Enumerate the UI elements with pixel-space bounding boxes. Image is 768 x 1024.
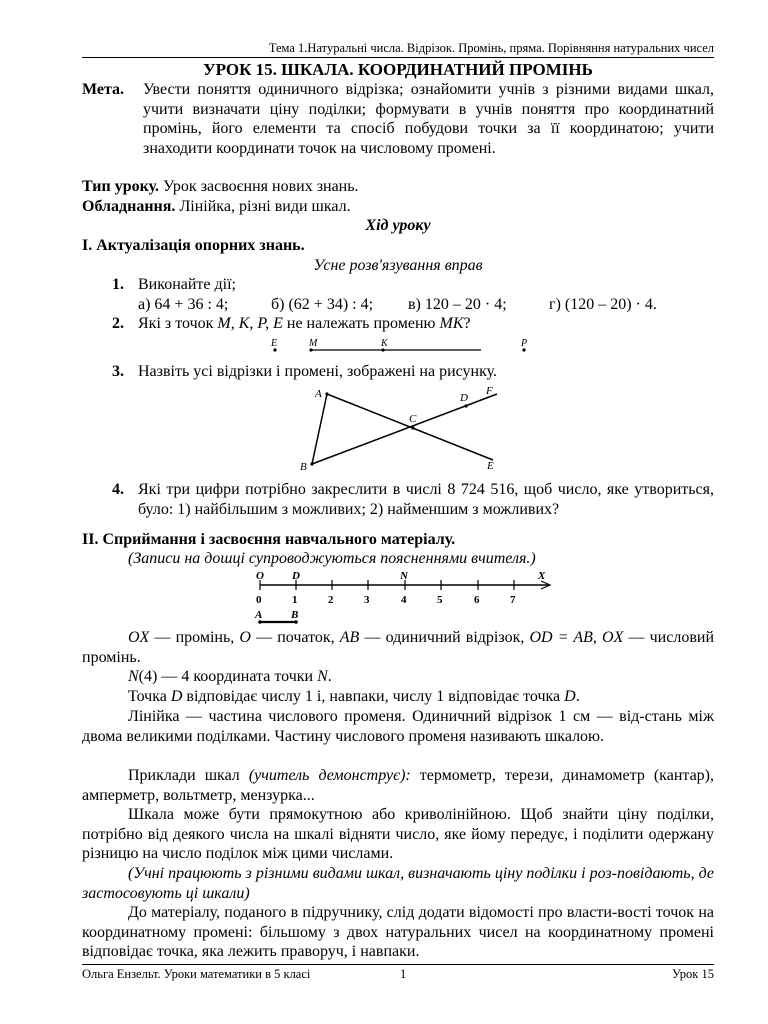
label-d: D [460,392,468,404]
goal-label: Мета. [82,81,125,98]
ray-num-5: 5 [437,594,443,606]
label-a: A [315,388,322,400]
section-2-note: (Записи на дошці супроводжуються поясненнями вчителя.) [128,550,536,567]
ray-num-1: 1 [292,594,298,606]
equip-text: Лінійка, різні види шкал. [179,198,351,215]
equip-label: Обладнання. [82,198,176,215]
footer-author: Ольга Ензельт. Уроки математики в 5 класі [82,967,311,981]
task-1-number: 1. [112,276,124,293]
ray-label-x: X [538,570,546,582]
paragraph-ruler: Лінійка — частина числового променя. Одиничний відрізок 1 см — від-стань між двома великими поділками. Частину числового променя називають шкалою. [82,708,714,745]
paragraph-point-d: Точка D відповідає числу 1 і, навпаки, числу 1 відповідає точка D. [128,688,580,705]
task-3-figure [300,385,497,473]
ray-label-d: D [292,570,300,582]
paragraph-division-value: Шкала може бути прямокутною або криволінійною. Щоб знайти ціну поділки, потрібно від деякого числа на шкалі відняти число, яке йому передує, і поділити одержану різницю на число поділок між цими числами. [82,806,714,862]
ray-num-6: 6 [474,594,480,606]
point-d [464,404,467,407]
label-e: E [271,338,278,349]
task-1-part-b: б) (62 + 34) : 4; [271,296,374,313]
paragraph-coordinate: N(4) — 4 координата точки N. [128,668,332,685]
ray-num-4: 4 [401,594,407,606]
section-1-heading: I. Актуалізація опорних знань. [82,237,305,254]
label-k: K [381,338,388,349]
section-2-heading: II. Сприймання і засвоєння навчального матеріалу. [82,531,456,548]
task-2-figure [270,338,527,352]
paragraph-properties: До матеріалу, поданого в підручнику, слід додати відомості про власти-вості точок на координатному промені: більшому з двох натуральних чисел на координатному промені відповідає точка, яка лежить праворуч, і навпаки. [82,904,714,960]
task-1-part-a: а) 64 + 36 : 4; [138,296,229,313]
label-e2: E [487,460,494,472]
task-2-number: 2. [112,315,124,332]
unit-label-a: A [255,609,263,621]
task-1-part-c: в) 120 – 20 · 4; [408,296,507,313]
label-c: C [409,413,417,425]
ray-num-7: 7 [510,594,516,606]
paragraph-scale-examples: Приклади шкал (учитель демонструє): термометр, терези, динамометр (кантар), амперметр, вольтметр, мензурка... [82,767,714,804]
running-header: Тема 1.Натуральні числа. Відрізок. Промінь, пряма. Порівняння натуральних чисел [82,40,714,58]
footer-lesson: Урок 15 [672,967,714,981]
lesson-title: УРОК 15. ШКАЛА. КООРДИНАТНИЙ ПРОМІНЬ [203,60,593,79]
segment-ab [312,394,327,464]
paragraph-ray-definition: OX — промінь, O — початок, AB — одиничний відрізок, OD = AB, OX — числовий промінь. [82,629,714,666]
label-m: M [309,338,318,349]
ray-num-2: 2 [328,594,334,606]
label-b: B [300,461,307,473]
goal-text: Увести поняття одиничного відрізка; ознайомити учнів з різними видами шкал, учити визначати ціну поділки; формувати в учнів поняття про координатний промінь, його елементи та спосіб побудови точки за її координатою; учити знаходити координати точок на числовому промені. [143,81,714,157]
task-4-number: 4. [112,481,124,498]
label-f: F [486,385,493,397]
label-p: P [521,338,528,349]
type-label: Тип уроку. [82,178,159,195]
course-heading: Хід уроку [365,217,431,234]
footer-page-number: 1 [400,967,407,981]
point-c [411,426,414,429]
task-3-number: 3. [112,363,124,380]
number-ray-figure [254,570,550,624]
section-1-subheading: Усне розв'язування вправ [313,257,483,274]
point-a [325,392,328,395]
unit-label-b: B [291,609,299,621]
ray-num-3: 3 [364,594,370,606]
task-1-text: Виконайте дії; [138,276,236,293]
ray-num-0: 0 [256,594,262,606]
ray-bf [312,394,497,464]
type-text: Урок засвоєння нових знань. [163,178,359,195]
task-4-text: Які три цифри потрібно закреслити в числі 8 724 516, щоб число, яке утвориться, було: 1) найбільшим з можливих; 2) найменшим з можливих? [138,481,714,518]
task-3-text: Назвіть усі відрізки і промені, зображені на рисунку. [138,363,498,380]
page-footer [82,964,714,981]
paragraph-students-work: (Учні працюють з різними видами шкал, визначають ціну поділки і роз-повідають, де застосовують ці шкали) [82,865,714,902]
ray-label-o: O [256,570,264,582]
task-1-part-d: г) (120 – 20) · 4. [549,296,657,313]
point-b [310,462,313,465]
task-2-text: Які з точок M, K, P, E не належать променю MK? [138,315,471,332]
ray-label-n: N [400,570,408,582]
